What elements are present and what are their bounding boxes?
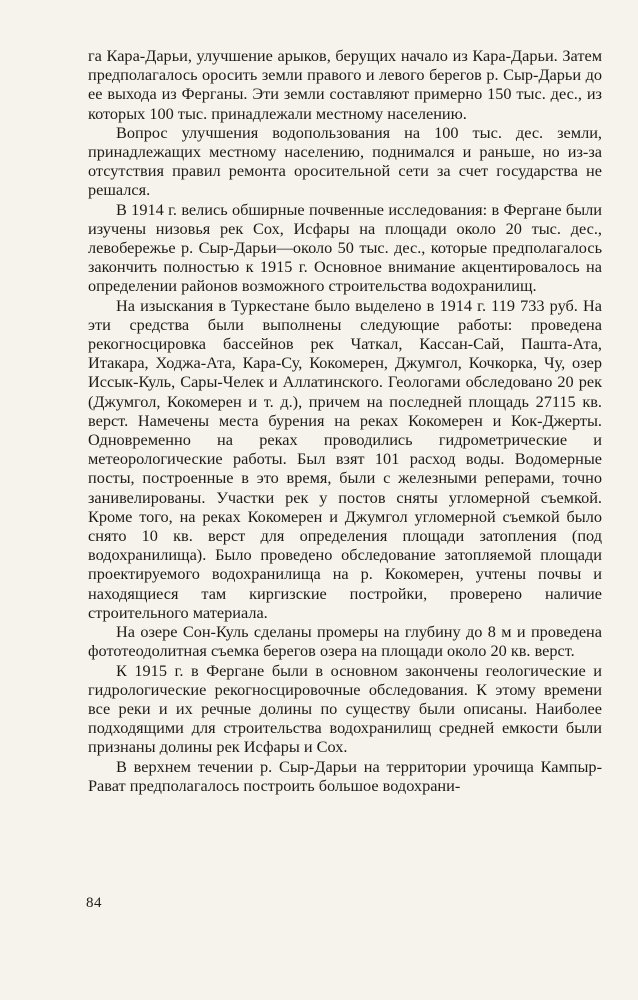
paragraph-fergana-1915: К 1915 г. в Фергане были в основном закончены геологические и гидрологические рекогносцировочные обследования. К этому времени все реки и их речные долины по существу были описаны. Наиболее подходящими для строительства водохранилищ средней емкости были признаны долины рек Исфары и Сох.: [88, 660, 602, 757]
paragraph-surveys-funding: На изыскания в Туркестане было выделено в 1914 г. 119 733 руб. На эти средства были выполнены следующие работы: проведена рекогносцировка бассейнов рек Чаткал, Кассан-Сай, Пашта-Ата, Итакара, Ходжа-Ата, Кара-Су, Кокомерен, Джумгол, Кочкорка, Чу, озер Иссык-Куль, Сары-Челек и Аллатинского. Геологами обследовано 20 рек (Джумгол, Кокомерен и т. д.), причем на последней площадь 27115 кв. верст. Намечены места бурения на реках Кокомерен и Кок-Джерты. Одновременно на реках проводились гидрометрические и метеорологические работы. Был взят 101 расход воды. Водомерные посты, построенные в это время, были с железными реперами, точно занивелированы. Участки рек у постов сняты угломерной съемкой. Кроме того, на реках Кокомерен и Джумгол угломерной съемкой было снято 10 кв. верст для определения площади затопления (под водохранилища). Было проведено обследование затопляемой площади проектируемого водохранилища на р. Кокомерен, учтены почвы и находящиеся там киргизские постройки, проверено наличие строительного материала.: [88, 295, 602, 622]
paragraph-continued: га Кара-Дарьи, улучшение арыков, берущих начало из Кара-Дарьи. Затем предполагалось оросить земли правого и левого берегов р. Сыр-Дарьи до ее выхода из Ферганы. Эти земли составляют примерно 150 тыс. дес., из которых 100 тыс. принадлежали местному населению.: [88, 46, 602, 123]
paragraph-kampyr-ravat: В верхнем течении р. Сыр-Дарьи на территории урочища Кампыр-Рават предполагалось построить большое водохрани-: [88, 756, 602, 795]
paragraph-soil-research: В 1914 г. велись обширные почвенные исследования: в Фергане были изучены низовья рек Сох, Исфары на площади около 20 тыс. дес., левобережье р. Сыр-Дарьи—около 50 тыс. дес., которые предполагалось закончить полностью к 1915 г. Основное внимание акцентировалось на определении районов возможного строительства водохранилищ.: [88, 199, 602, 296]
paragraph-son-kul: На озере Сон-Куль сделаны промеры на глубину до 8 м и проведена фототеодолитная съемка берегов озера на площади около 20 кв. верст.: [88, 622, 602, 661]
body-text: [88, 46, 602, 795]
paragraph-land-use: Вопрос улучшения водопользования на 100 тыс. дес. земли, принадлежащих местному населению, поднимался и раньше, но из-за отсутствия правил ремонта оросительной сети за счет государства не решался.: [88, 122, 602, 200]
page-number: 84: [86, 895, 102, 911]
